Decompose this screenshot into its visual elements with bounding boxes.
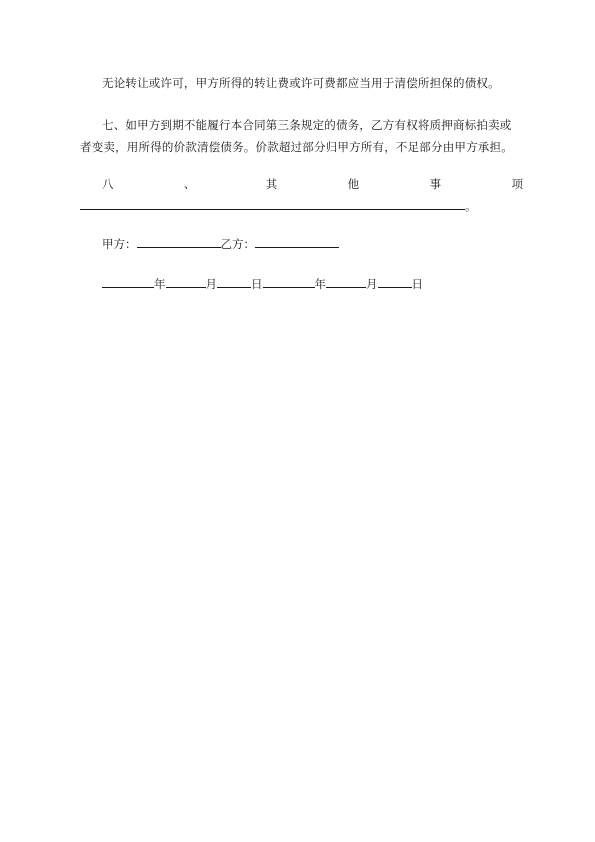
day-label: 日 [251,277,263,291]
month-label: 月 [366,277,378,291]
heading-char: 其 [265,177,278,191]
party-a-label: 甲方： [102,237,137,251]
heading-char: 项 [511,177,523,191]
month-label: 月 [205,277,217,291]
clause-eight-heading [102,176,523,192]
party-a-blank[interactable] [137,237,221,248]
party-b-day-blank[interactable] [378,277,412,288]
party-a-year-blank[interactable] [102,277,154,288]
heading-char: 八 [102,177,114,191]
day-label: 日 [411,277,423,291]
paragraph-transfer-fee: 无论转让或许可，甲方所得的转让费或许可费都应当用于清偿所担保的债权。 [102,76,500,90]
party-a-month-blank[interactable] [166,277,206,288]
other-matters-line [80,198,523,214]
date-line [102,276,423,292]
heading-char: 他 [347,177,360,191]
end-mark: 。 [465,199,477,213]
party-a-day-blank[interactable] [217,277,251,288]
party-b-blank[interactable] [255,237,339,248]
clause-seven: 七、如甲方到期不能履行本合同第三条规定的债务，乙方有权将质押商标拍卖或者变卖，用所得的价款清偿债务。价款超过部分归甲方所有，不足部分由甲方承担。 [80,118,513,154]
heading-char: 、 [183,177,196,191]
signature-line [102,236,339,252]
party-b-month-blank[interactable] [326,277,366,288]
party-b-label: 乙方： [220,237,255,251]
other-matters-blank[interactable] [80,199,465,210]
year-label: 年 [314,277,326,291]
party-b-year-blank[interactable] [263,277,315,288]
heading-char: 事 [429,177,442,191]
year-label: 年 [154,277,166,291]
